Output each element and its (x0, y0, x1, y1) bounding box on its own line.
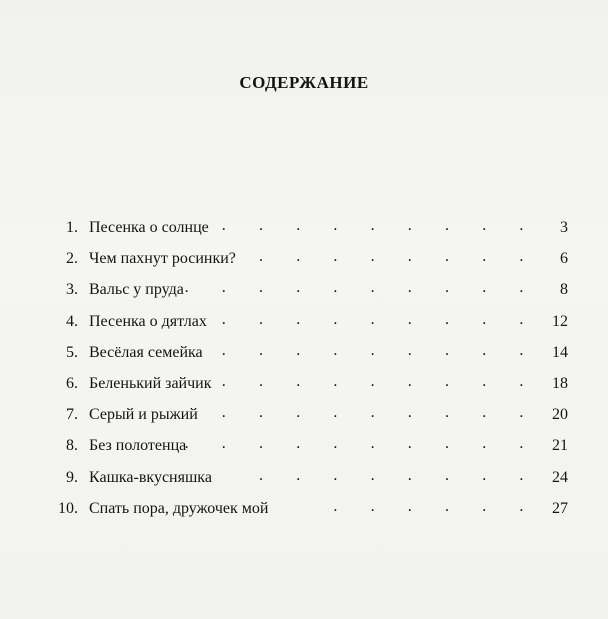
toc-entry-title: Песенка о дятлах (89, 312, 207, 330)
toc-entry-title: Без полотенца (89, 437, 187, 455)
toc-entry-page: 18 (552, 374, 568, 392)
toc-entry (0, 403, 608, 434)
toc-entry-number: 2. (66, 250, 78, 268)
toc-entry (0, 372, 608, 403)
toc-entry-leader: . . . . . . (333, 497, 538, 515)
toc-entry-title: Серый и рыжий (89, 406, 198, 424)
toc-entry-page: 6 (560, 250, 568, 268)
toc-entry-title: Чем пахнут росинки? (89, 250, 236, 268)
toc-entry-leader: . . . . . . . . . (221, 341, 538, 359)
toc-entry-number: 9. (66, 468, 78, 486)
toc-entry (0, 247, 608, 278)
toc-entry-leader: . . . . . . . . . (221, 217, 538, 234)
toc-entry-leader: . . . . . . . . . (221, 310, 538, 328)
toc-entry-number: 3. (66, 281, 78, 299)
toc-entry-number: 10. (58, 499, 78, 517)
toc-entry-page: 21 (552, 437, 568, 455)
toc-entry-leader: . . . . . . . . . . (184, 435, 538, 453)
toc-entry-page: 3 (560, 219, 568, 236)
toc-entry-number: 7. (66, 406, 78, 424)
toc-entry-number: 8. (66, 437, 78, 455)
page-title: СОДЕРЖАНИЕ (239, 73, 369, 92)
toc-entry-number: 6. (66, 374, 78, 392)
toc-entry (0, 216, 608, 247)
toc-entry-page: 8 (560, 281, 568, 299)
toc-entry-title: Беленький зайчик (89, 374, 212, 392)
toc-entry (0, 310, 608, 341)
toc-entry (0, 278, 608, 309)
toc-entry-page: 27 (552, 499, 568, 517)
toc-entry-leader: . . . . . . . . . (221, 372, 538, 390)
toc-entry (0, 497, 608, 528)
toc-entry-title: Песенка о солнце (89, 219, 209, 236)
toc-entry-page: 24 (552, 468, 568, 486)
toc-entry-number: 1. (66, 219, 78, 236)
toc-entry (0, 466, 608, 497)
toc-entry-number: 4. (66, 312, 78, 330)
toc-entry-leader: . . . . . . . . (259, 466, 538, 484)
toc-entry (0, 341, 608, 372)
toc-entry (0, 434, 608, 465)
toc-entry-page: 14 (552, 343, 568, 361)
toc-entry-number: 5. (66, 343, 78, 361)
toc-entry-page: 12 (552, 312, 568, 330)
toc-entry-title: Вальс у пруда (89, 281, 184, 299)
table-of-contents (0, 216, 608, 528)
toc-entry-title: Спать пора, дружочек мой (89, 499, 269, 517)
toc-entry-leader: . . . . . . . . (259, 248, 538, 266)
toc-entry-title: Кашка-вкусняшка (89, 468, 212, 486)
toc-entry-leader: . . . . . . . . . (221, 404, 538, 422)
toc-entry-page: 20 (552, 406, 568, 424)
toc-entry-title: Весёлая семейка (89, 343, 203, 361)
toc-entry-leader: . . . . . . . . . . (184, 279, 538, 297)
